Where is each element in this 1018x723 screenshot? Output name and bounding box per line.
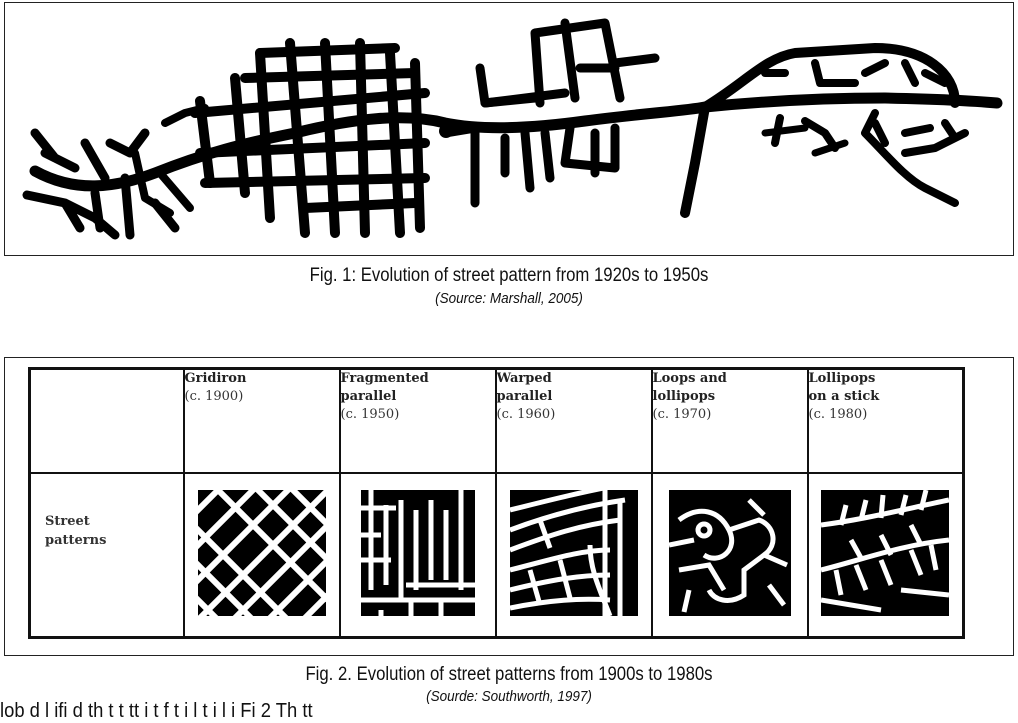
table-pattern-row xyxy=(30,473,964,638)
table-corner-cell xyxy=(30,369,184,473)
pattern-name: Lollipops xyxy=(808,371,876,386)
table-header-row xyxy=(30,369,964,473)
table-header-cell xyxy=(184,369,340,473)
pattern-date: (c. 1970) xyxy=(652,407,712,422)
row-label-line1: Street xyxy=(45,513,90,529)
warped-parallel-pattern-image xyxy=(510,490,638,616)
loops-and-lollipops-pattern-image xyxy=(669,490,791,616)
pattern-cell-gridiron xyxy=(184,473,340,638)
pattern-date: (c. 1960) xyxy=(496,407,556,422)
figure-2-caption: Fig. 2. Evolution of street patterns from 1900s to 1980s xyxy=(305,664,713,685)
pattern-cell-warped-parallel xyxy=(496,473,652,638)
pattern-name-line2: parallel xyxy=(496,389,553,404)
pattern-name-line2: parallel xyxy=(340,389,397,404)
row-label-line2: patterns xyxy=(45,532,107,548)
table-header-cell xyxy=(808,369,964,473)
pattern-name: Gridiron xyxy=(184,371,247,386)
pattern-cell-loops-and-lollipops xyxy=(652,473,808,638)
pattern-date: (c. 1900) xyxy=(184,389,244,404)
pattern-date: (c. 1950) xyxy=(340,407,400,422)
pattern-name-line2: lollipops xyxy=(652,389,716,404)
truncated-body-text: lob d l ifi d th t t tt i t f t i l t i l i Fi 2 Th tt xyxy=(0,700,313,722)
table-header-cell xyxy=(496,369,652,473)
lollipops-on-a-stick-pattern-image xyxy=(821,490,949,616)
fragmented-parallel-pattern-image xyxy=(361,490,475,616)
figure-1-map xyxy=(4,2,1014,256)
figure-1-source: (Source: Marshall, 2005) xyxy=(435,290,583,307)
pattern-name-line2: on a stick xyxy=(808,389,880,404)
pattern-name: Warped xyxy=(496,371,552,386)
street-pattern-map xyxy=(5,3,1013,255)
street-pattern-table xyxy=(28,367,965,639)
pattern-cell-lollipops-on-a-stick xyxy=(808,473,964,638)
gridiron-pattern-image xyxy=(198,490,326,616)
pattern-date: (c. 1980) xyxy=(808,407,868,422)
table-header-cell xyxy=(340,369,496,473)
figure-2-table-frame xyxy=(4,357,1014,656)
pattern-cell-fragmented-parallel xyxy=(340,473,496,638)
row-label-cell xyxy=(30,473,184,638)
figure-1-caption: Fig. 1: Evolution of street pattern from 1920s to 1950s xyxy=(309,265,709,286)
pattern-name: Fragmented xyxy=(340,371,429,386)
table-header-cell xyxy=(652,369,808,473)
pattern-name: Loops and xyxy=(652,371,727,386)
figure-2-source: (Sourde: Southworth, 1997) xyxy=(426,688,592,705)
